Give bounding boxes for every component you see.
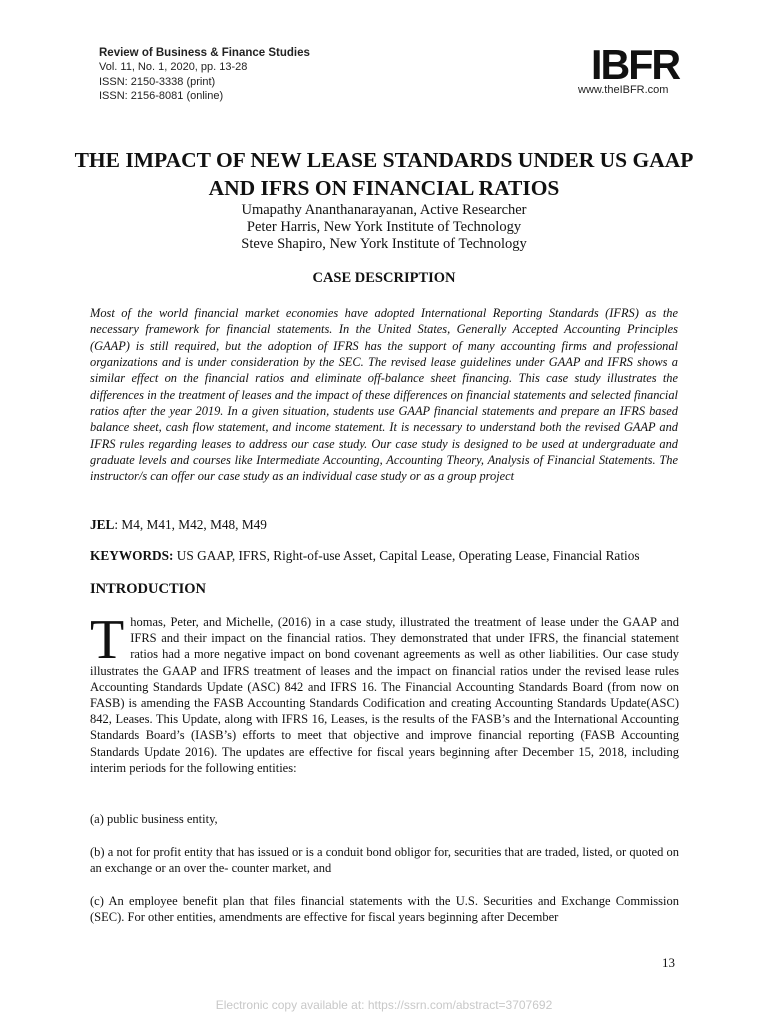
list-item-c: (c) An employee benefit plan that files financial statements with the U.S. Securities and Exchange Commission (SEC). For other entities, amendments are effective for fiscal years beginning after December — [90, 894, 679, 925]
publisher-website[interactable]: www.theIBFR.com — [578, 84, 669, 96]
journal-volume: Vol. 11, No. 1, 2020, pp. 13-28 — [99, 61, 248, 74]
case-description-heading: CASE DESCRIPTION — [312, 270, 456, 286]
jel-label: JEL — [90, 517, 115, 532]
journal-info — [99, 46, 310, 103]
introduction-heading: INTRODUCTION — [90, 581, 207, 597]
introduction-paragraph — [90, 609, 679, 776]
keywords-value: US GAAP, IFRS, Right-of-use Asset, Capital Lease, Operating Lease, Financial Ratios — [173, 548, 640, 563]
jel-value: : M4, M41, M42, M48, M49 — [114, 517, 267, 532]
author-1: Umapathy Ananthanarayanan, Active Researcher — [241, 202, 527, 218]
author-3: Steve Shapiro, New York Institute of Technology — [241, 236, 527, 252]
issn-online: ISSN: 2156-8081 (online) — [99, 89, 224, 102]
jel-codes — [90, 517, 680, 533]
ssrn-footer[interactable]: Electronic copy available at: https://ssrn.com/abstract=3707692 — [215, 998, 553, 1012]
issn-print: ISSN: 2150-3338 (print) — [99, 75, 216, 88]
paper-title: THE IMPACT OF NEW LEASE STANDARDS UNDER US GAAP AND IFRS ON FINANCIAL RATIOS — [74, 148, 694, 200]
keywords-label: KEYWORDS: — [90, 548, 174, 563]
journal-name: Review of Business & Finance Studies — [99, 47, 310, 59]
list-item-a: (a) public business entity, — [90, 812, 218, 826]
introduction-paragraph-text: homas, Peter, and Michelle, (2016) in a case study, illustrated the treatment of lease under the GAAP and IFRS and their impact on the financial ratios. They demonstrated that under IFRS, the financial statement ratios had a more negative impact on bond covenant agreements as well as other liabilities. Our case study illustrates the GAAP and IFRS treatment of leases and the impact on financial ratios under the revised lease rules Accounting Standards Update (ASC) 842 and IFRS 16. The Financial Accounting Standards Board (from now on FASB) is amending the FASB Accounting Standards Codification and creating Accounting Standards Update(ASC) 842, Leases. This Update, along with IFRS 16, Leases, is the results of the FASB’s and the International Accounting Standards Board’s (IASB’s) efforts to meet that objective and improve financial reporting (FASB Accounting Standards Update 2016). The updates are effective for fiscal years beginning after December 15, 2018, including interim periods for the following entities: — [90, 615, 679, 775]
publisher-logo: IBFR — [591, 41, 680, 88]
drop-cap: T — [90, 609, 125, 671]
case-description-text: Most of the world financial market economies have adopted International Reporting Standards (IFRS) as the necessary framework for financial statements. In the United States, Generally Accepted Accounting Principles (GAAP) is still required, but the adoption of IFRS has the support of many accounting firms and professional organizations and is under consideration by the SEC. The revised lease guidelines under GAAP and IFRS shows a similar effect on the financial ratios and eliminate off-balance sheet financing. This case study illustrates the differences in the treatment of leases and the impact of these differences on financial statements and selected financial ratios after the year 2019. In a given situation, students use GAAP financial statements and prepare an IFRS based balance sheet, cash flow statement, and income statement. It is necessary to understand both the revised GAAP and IFRS rules regarding leases to address our case study. Our case study is designed to be used at undergraduate and graduate levels and courses like Intermediate Accounting, Accounting Theory, Analysis of Financial Statements. The instructor/s can offer our case study as an individual case study or as a group project — [90, 306, 678, 484]
list-item-b: (b) a not for profit entity that has issued or is a conduit bond obligor for, securities that are traded, listed, or quoted on an exchange or an over the- counter market, and — [90, 845, 679, 876]
author-list — [70, 202, 698, 253]
keywords — [90, 548, 680, 564]
author-2: Peter Harris, New York Institute of Technology — [246, 219, 522, 235]
page-number: 13 — [662, 955, 675, 970]
